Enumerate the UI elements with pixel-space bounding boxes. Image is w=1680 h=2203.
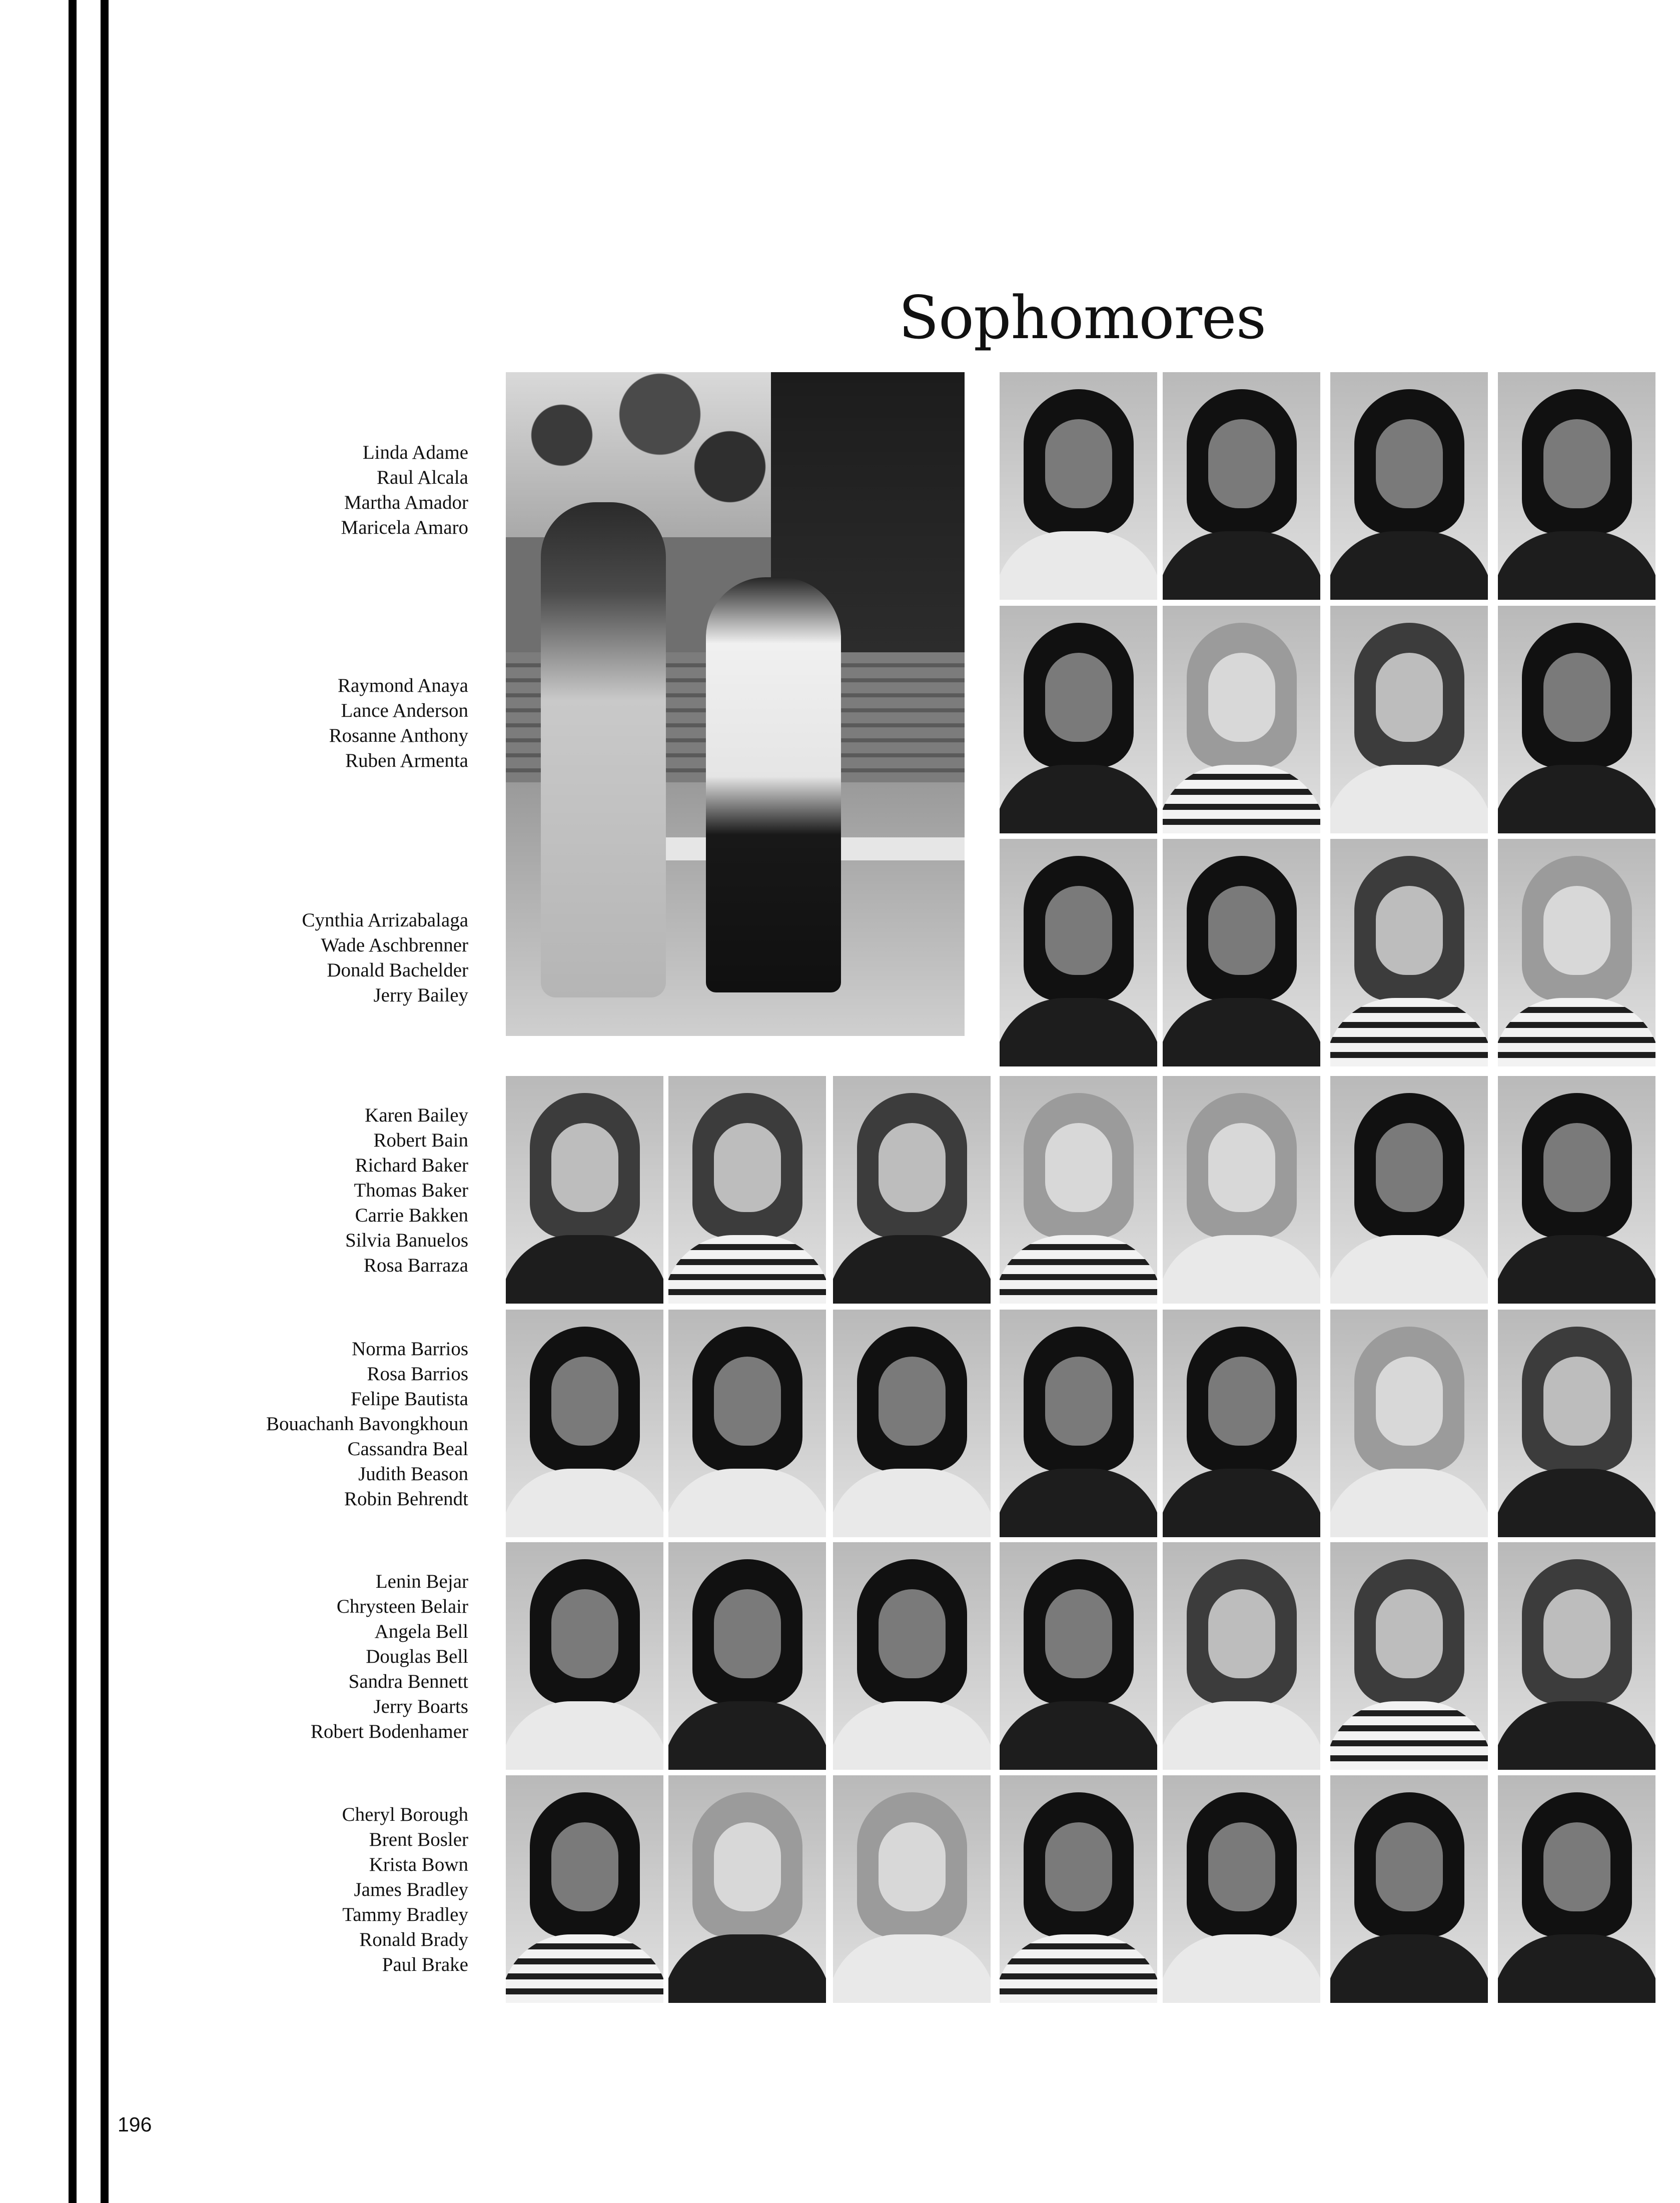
portrait-face bbox=[1045, 1822, 1112, 1911]
student-portrait bbox=[506, 1775, 663, 2003]
student-portrait bbox=[1498, 1542, 1655, 1770]
student-portrait bbox=[1330, 1310, 1488, 1537]
student-portrait bbox=[1000, 839, 1157, 1066]
student-name: Thomas Baker bbox=[354, 1180, 468, 1201]
student-name: Ruben Armenta bbox=[345, 750, 468, 771]
portrait-shoulders bbox=[1498, 531, 1655, 600]
portrait-face bbox=[1208, 419, 1275, 508]
name-list-row-6 bbox=[148, 1569, 468, 1744]
student-portrait bbox=[1330, 606, 1488, 833]
student-portrait bbox=[1498, 606, 1655, 833]
portrait-shoulders bbox=[1498, 1701, 1655, 1770]
student-portrait bbox=[1163, 1542, 1320, 1770]
name-list-row-4 bbox=[148, 1103, 468, 1278]
student-portrait bbox=[668, 1076, 826, 1304]
student-portrait bbox=[1000, 1775, 1157, 2003]
student-name: Robert Bodenhamer bbox=[310, 1721, 468, 1742]
portrait-face bbox=[1376, 1589, 1443, 1678]
portrait-shoulders bbox=[1000, 1934, 1157, 2003]
portrait-face bbox=[1543, 1822, 1610, 1911]
candid-campus-photo bbox=[506, 372, 965, 1036]
student-name: Paul Brake bbox=[382, 1954, 468, 1975]
portrait-face bbox=[714, 1357, 781, 1446]
portrait-shoulders bbox=[1498, 998, 1655, 1066]
student-name: Rosa Barrios bbox=[367, 1363, 468, 1385]
student-portrait bbox=[668, 1775, 826, 2003]
student-name: Sandra Bennett bbox=[348, 1671, 468, 1692]
portrait-face bbox=[1045, 1357, 1112, 1446]
student-name: Wade Aschbrenner bbox=[321, 934, 468, 956]
portrait-face bbox=[1045, 419, 1112, 508]
portrait-shoulders bbox=[1498, 1235, 1655, 1304]
name-list-row-2 bbox=[148, 673, 468, 773]
student-name: Krista Bown bbox=[369, 1854, 468, 1875]
student-name: Rosa Barraza bbox=[364, 1255, 468, 1276]
portrait-shoulders bbox=[1163, 1235, 1320, 1304]
student-name: Rosanne Anthony bbox=[329, 725, 468, 746]
portrait-face bbox=[551, 1357, 618, 1446]
portrait-shoulders bbox=[833, 1469, 991, 1537]
student-name: Lenin Bejar bbox=[375, 1571, 468, 1592]
student-name: Robert Bain bbox=[373, 1130, 468, 1151]
portrait-face bbox=[879, 1822, 946, 1911]
portrait-face bbox=[1376, 1123, 1443, 1212]
student-name: Karen Bailey bbox=[365, 1105, 468, 1126]
portrait-face bbox=[1208, 1822, 1275, 1911]
student-name: Linda Adame bbox=[362, 442, 468, 463]
portrait-shoulders bbox=[1163, 1934, 1320, 2003]
student-portrait bbox=[1000, 1542, 1157, 1770]
student-name: Richard Baker bbox=[355, 1155, 468, 1176]
portrait-face bbox=[1376, 886, 1443, 975]
student-portrait bbox=[1498, 1310, 1655, 1537]
student-name: Felipe Bautista bbox=[350, 1388, 468, 1410]
student-portrait bbox=[1330, 1076, 1488, 1304]
portrait-shoulders bbox=[1330, 1469, 1488, 1537]
student-name: Jerry Bailey bbox=[373, 984, 468, 1006]
name-list-row-7 bbox=[148, 1802, 468, 1977]
student-name: Cynthia Arrizabalaga bbox=[302, 909, 468, 931]
student-portrait bbox=[1000, 606, 1157, 833]
portrait-shoulders bbox=[1163, 765, 1320, 833]
student-portrait bbox=[1498, 839, 1655, 1066]
student-portrait bbox=[1163, 839, 1320, 1066]
portrait-shoulders bbox=[668, 1934, 826, 2003]
portrait-face bbox=[1376, 1822, 1443, 1911]
student-portrait bbox=[1000, 372, 1157, 600]
portrait-face bbox=[1543, 1123, 1610, 1212]
name-list-row-5 bbox=[148, 1337, 468, 1512]
portrait-face bbox=[879, 1123, 946, 1212]
student-portrait bbox=[1330, 1542, 1488, 1770]
portrait-face bbox=[1376, 419, 1443, 508]
student-name: Maricela Amaro bbox=[341, 517, 468, 538]
candid-photo-standing-student bbox=[541, 502, 666, 997]
portrait-shoulders bbox=[506, 1934, 663, 2003]
portrait-shoulders bbox=[668, 1701, 826, 1770]
student-name: Raul Alcala bbox=[376, 467, 468, 488]
portrait-face bbox=[1376, 1357, 1443, 1446]
margin-rule-outer bbox=[69, 0, 77, 2203]
student-name: Robin Behrendt bbox=[344, 1488, 468, 1510]
student-name: Martha Amador bbox=[344, 492, 468, 513]
student-name: Norma Barrios bbox=[352, 1338, 468, 1360]
student-name: Carrie Bakken bbox=[355, 1205, 468, 1226]
student-name: Chrysteen Belair bbox=[336, 1596, 468, 1617]
student-portrait bbox=[1163, 1076, 1320, 1304]
portrait-face bbox=[1045, 653, 1112, 742]
name-list-row-3 bbox=[148, 908, 468, 1008]
portrait-shoulders bbox=[833, 1934, 991, 2003]
portrait-shoulders bbox=[833, 1701, 991, 1770]
portrait-shoulders bbox=[833, 1235, 991, 1304]
page-number: 196 bbox=[118, 2113, 152, 2136]
margin-rule-inner bbox=[101, 0, 109, 2203]
student-portrait bbox=[1498, 372, 1655, 600]
student-name: Raymond Anaya bbox=[337, 675, 468, 696]
student-name: Cassandra Beal bbox=[347, 1438, 468, 1460]
portrait-face bbox=[879, 1589, 946, 1678]
portrait-shoulders bbox=[1330, 1235, 1488, 1304]
student-portrait bbox=[1330, 1775, 1488, 2003]
name-list-row-1 bbox=[148, 440, 468, 540]
portrait-shoulders bbox=[1330, 1934, 1488, 2003]
portrait-shoulders bbox=[668, 1235, 826, 1304]
portrait-shoulders bbox=[1163, 531, 1320, 600]
portrait-shoulders bbox=[506, 1469, 663, 1537]
portrait-face bbox=[1208, 1357, 1275, 1446]
student-name: Ronald Brady bbox=[359, 1929, 468, 1950]
student-name: Jerry Boarts bbox=[373, 1696, 468, 1717]
student-portrait bbox=[1000, 1310, 1157, 1537]
student-portrait bbox=[1498, 1076, 1655, 1304]
portrait-face bbox=[1376, 653, 1443, 742]
portrait-shoulders bbox=[1163, 1469, 1320, 1537]
portrait-face bbox=[551, 1123, 618, 1212]
portrait-face bbox=[879, 1357, 946, 1446]
portrait-face bbox=[1045, 1589, 1112, 1678]
portrait-shoulders bbox=[506, 1235, 663, 1304]
portrait-shoulders bbox=[1330, 998, 1488, 1066]
portrait-shoulders bbox=[668, 1469, 826, 1537]
portrait-shoulders bbox=[1330, 765, 1488, 833]
portrait-face bbox=[1543, 886, 1610, 975]
portrait-face bbox=[714, 1123, 781, 1212]
student-name: Donald Bachelder bbox=[327, 959, 468, 981]
portrait-face bbox=[1045, 886, 1112, 975]
portrait-face bbox=[1543, 1357, 1610, 1446]
student-portrait bbox=[668, 1310, 826, 1537]
portrait-shoulders bbox=[1000, 998, 1157, 1066]
portrait-face bbox=[1208, 886, 1275, 975]
student-name: Douglas Bell bbox=[366, 1646, 468, 1667]
student-portrait bbox=[1330, 839, 1488, 1066]
portrait-face bbox=[1543, 1589, 1610, 1678]
portrait-face bbox=[1543, 653, 1610, 742]
student-portrait bbox=[1163, 606, 1320, 833]
page-title: Sophomores bbox=[899, 283, 1266, 352]
portrait-shoulders bbox=[1498, 1469, 1655, 1537]
portrait-face bbox=[1208, 1589, 1275, 1678]
student-name: Tammy Bradley bbox=[342, 1904, 468, 1925]
student-name: Lance Anderson bbox=[341, 700, 468, 721]
student-portrait bbox=[833, 1542, 991, 1770]
student-portrait bbox=[1163, 1310, 1320, 1537]
student-portrait bbox=[668, 1542, 826, 1770]
candid-photo-seated-student bbox=[706, 577, 841, 992]
portrait-shoulders bbox=[1000, 531, 1157, 600]
portrait-shoulders bbox=[1498, 1934, 1655, 2003]
portrait-shoulders bbox=[506, 1701, 663, 1770]
portrait-face bbox=[551, 1822, 618, 1911]
student-portrait bbox=[833, 1775, 991, 2003]
portrait-face bbox=[1045, 1123, 1112, 1212]
student-portrait bbox=[1163, 1775, 1320, 2003]
student-portrait bbox=[833, 1310, 991, 1537]
student-portrait bbox=[1163, 372, 1320, 600]
portrait-shoulders bbox=[1000, 765, 1157, 833]
portrait-shoulders bbox=[1330, 531, 1488, 600]
student-portrait bbox=[506, 1542, 663, 1770]
student-portrait bbox=[1330, 372, 1488, 600]
student-name: Cheryl Borough bbox=[342, 1804, 468, 1825]
student-name: Angela Bell bbox=[374, 1621, 468, 1642]
portrait-shoulders bbox=[1000, 1469, 1157, 1537]
portrait-shoulders bbox=[1000, 1235, 1157, 1304]
student-portrait bbox=[1498, 1775, 1655, 2003]
student-portrait bbox=[1000, 1076, 1157, 1304]
student-name: James Bradley bbox=[354, 1879, 468, 1900]
portrait-face bbox=[714, 1822, 781, 1911]
portrait-shoulders bbox=[1498, 765, 1655, 833]
student-name: Judith Beason bbox=[358, 1463, 468, 1485]
portrait-shoulders bbox=[1163, 998, 1320, 1066]
student-portrait bbox=[506, 1076, 663, 1304]
portrait-face bbox=[1208, 653, 1275, 742]
student-name: Brent Bosler bbox=[369, 1829, 468, 1850]
portrait-shoulders bbox=[1330, 1701, 1488, 1770]
portrait-face bbox=[1543, 419, 1610, 508]
student-portrait bbox=[833, 1076, 991, 1304]
portrait-face bbox=[1208, 1123, 1275, 1212]
portrait-shoulders bbox=[1163, 1701, 1320, 1770]
student-portrait bbox=[506, 1310, 663, 1537]
student-name: Silvia Banuelos bbox=[345, 1230, 468, 1251]
portrait-shoulders bbox=[1000, 1701, 1157, 1770]
portrait-face bbox=[714, 1589, 781, 1678]
portrait-face bbox=[551, 1589, 618, 1678]
student-name: Bouachanh Bavongkhoun bbox=[266, 1413, 468, 1435]
